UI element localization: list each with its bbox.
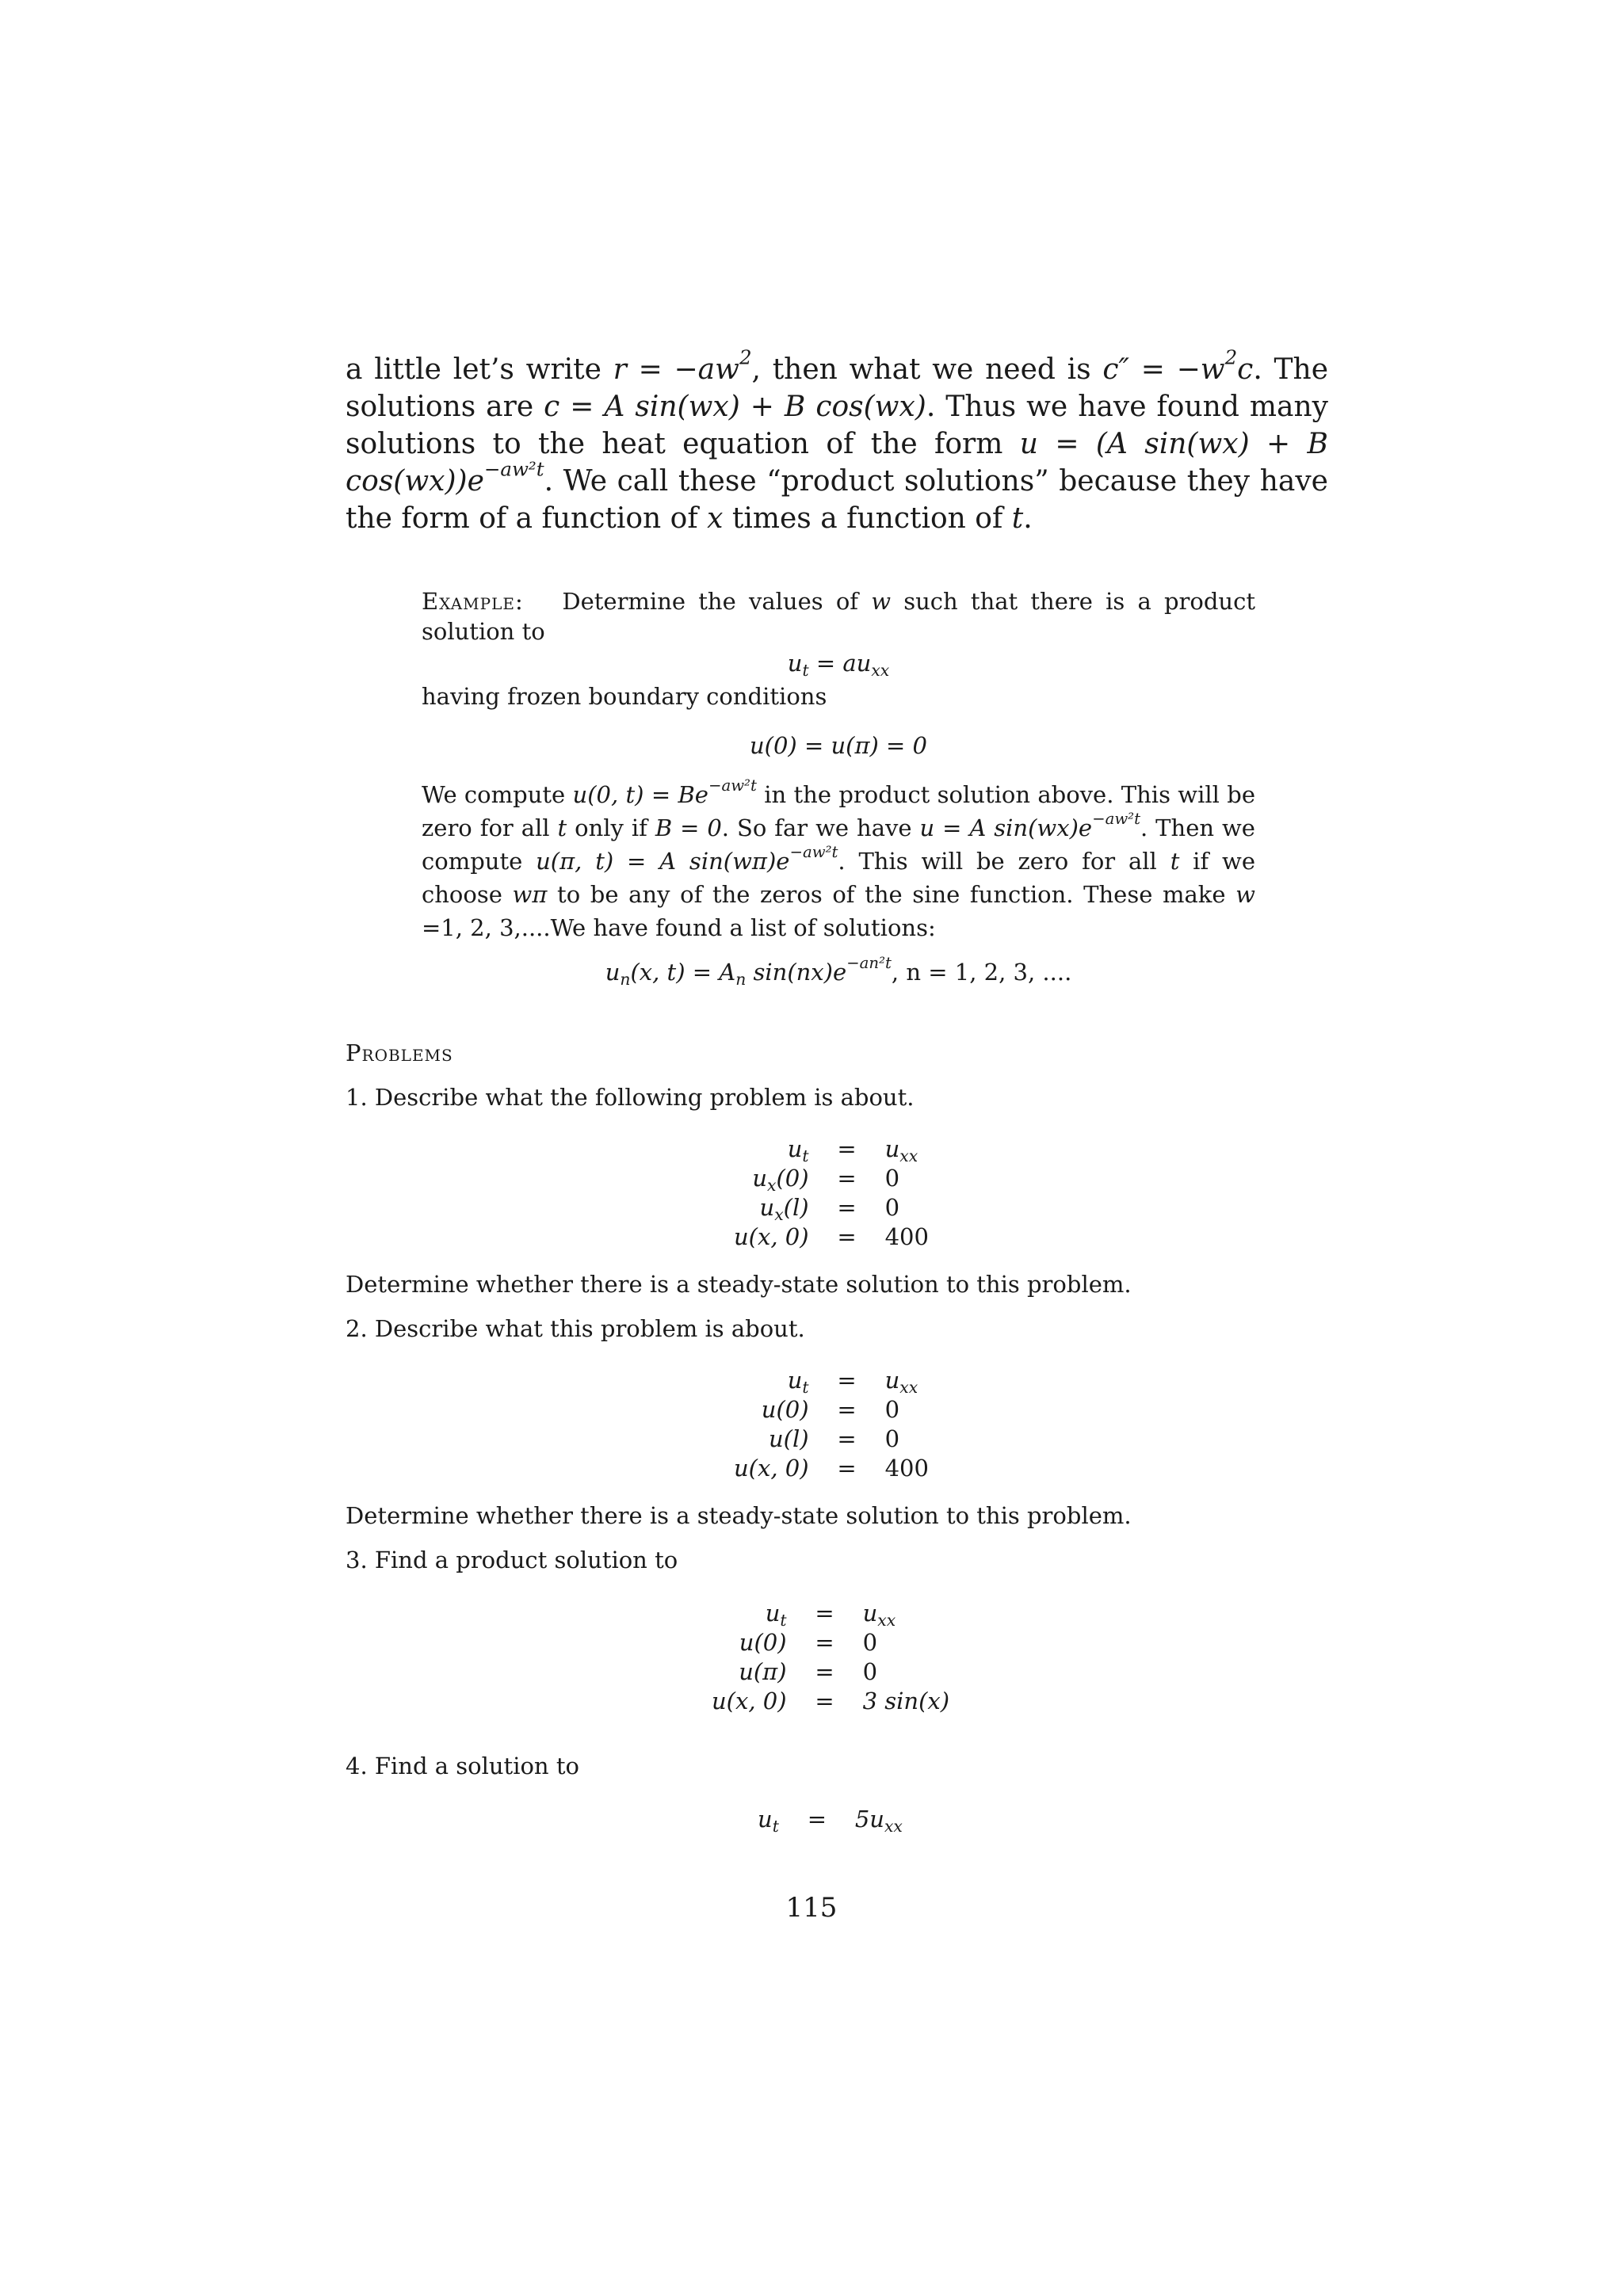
equation-lhs: u(0) — [761, 1396, 809, 1423]
math-c-solution: c = A sin(wx) + B cos(wx) — [544, 391, 926, 423]
problem-3-system — [712, 1599, 949, 1716]
equation-row — [712, 1657, 949, 1687]
equals-sign: = — [837, 1194, 857, 1221]
intro-text: . We call these “product solutions” because they have the form of a function of — [346, 465, 1328, 535]
problem-1-system — [734, 1135, 929, 1252]
equation-rhs: $5u_{xx}$ — [854, 1806, 903, 1836]
example-intro: Example: Determine the values of w such that there is a product solution to — [422, 588, 1255, 645]
equation-lhs: u(x, 0) — [734, 1455, 809, 1482]
equation-rhs: 0 — [884, 1396, 900, 1423]
equation-rhs: 0 — [884, 1425, 900, 1452]
intro-text: . Thus we have found many solutions to the heat equation of the form — [346, 391, 1328, 460]
problem-1-question: Determine whether there is a steady-state solution to this problem. — [346, 1271, 1132, 1298]
equation-rhs: 0 — [884, 1194, 900, 1221]
equals-sign: = — [815, 1600, 834, 1627]
equation-rhs: 0 — [862, 1658, 878, 1685]
equals-sign: = — [837, 1165, 857, 1192]
example-body: We compute u(0, $t) = Be^{-aw^2t}$ in the product solution above. This will be zero for all t only if B = 0. So far we have u = A $\sin(wx)e^{-aw^2t}$. Then we compute u(π, t) = A $\sin(w\pi)e^{-aw^2t}$. This will be zero for all t if we choose wπ to be any of the zeros of the sine function. These make w =1, 2, 3,....We have found a list of solutions: — [422, 776, 1256, 941]
equation-lhs: u(π) — [739, 1658, 787, 1685]
equals-sign: = — [837, 1425, 857, 1452]
intro-text: , then what we need is — [751, 353, 1103, 386]
equation-lhs: $u_x(l)$ — [759, 1194, 809, 1225]
equals-sign: = — [837, 1223, 857, 1250]
math-u-form: u = (A sin(wx) + B $\cos(wx))e^{-aw^2t}$ — [346, 428, 1328, 498]
equation-lhs: $u_t$ — [765, 1600, 787, 1630]
equation-row — [734, 1395, 929, 1425]
equation-row — [712, 1687, 949, 1716]
equals-sign: = — [807, 1806, 827, 1833]
equation-row — [734, 1425, 929, 1454]
equals-sign: = — [837, 1367, 857, 1394]
intro-text: a little let’s write — [346, 353, 613, 386]
solution-list-equation: $u_n(x$, $t) = A_n$ $\sin(nx)e^{-an^2t}$, n = 1, 2, 3, .... — [605, 954, 1072, 990]
intro-text: . The solutions are — [346, 353, 1329, 423]
equation-rhs: 400 — [884, 1223, 929, 1250]
equation-row — [712, 1599, 949, 1628]
problems-section — [346, 1038, 1328, 1834]
page-number: 115 — [785, 1892, 838, 1924]
equals-sign: = — [815, 1629, 834, 1656]
heat-equation: $u_t = au_{xx}$ — [787, 650, 890, 681]
example-block — [422, 586, 1256, 990]
boundary-text: having frozen boundary conditions — [422, 683, 827, 710]
equals-sign: = — [837, 1396, 857, 1423]
problem-2-system — [734, 1366, 929, 1483]
equation-lhs: $u_t$ — [787, 1367, 809, 1398]
equals-sign: = — [837, 1455, 857, 1482]
problem-2-question: Determine whether there is a steady-state solution to this problem. — [346, 1502, 1132, 1529]
math-x: x — [707, 502, 724, 535]
equation-lhs: $u_t$ — [758, 1806, 779, 1836]
example-label: Example: — [422, 588, 524, 615]
equation-row — [734, 1222, 929, 1252]
intro-paragraph — [346, 345, 1329, 537]
equation-lhs: u(0) — [739, 1629, 787, 1656]
equals-sign: = — [815, 1658, 834, 1685]
equation-rhs: 400 — [884, 1455, 929, 1482]
problem-1: 1. Describe what the following problem is about. — [346, 1084, 915, 1111]
equals-sign: = — [837, 1135, 857, 1162]
equation-rhs: $u_{xx}$ — [862, 1600, 896, 1630]
equation-lhs: u(l) — [768, 1425, 809, 1452]
equation-rhs: $u_{xx}$ — [884, 1367, 918, 1398]
intro-text: . — [1023, 502, 1033, 535]
equation-lhs: u(x, 0) — [712, 1688, 787, 1714]
equation-rhs: 0 — [884, 1165, 900, 1192]
equation-row — [734, 1135, 929, 1164]
problem-4: 4. Find a solution to — [346, 1753, 579, 1779]
equation-row — [734, 1164, 929, 1193]
equation-rhs: 0 — [862, 1629, 878, 1656]
equation-row — [734, 1193, 929, 1222]
equation-rhs: $u_{xx}$ — [884, 1135, 918, 1166]
equals-sign: = — [815, 1688, 834, 1714]
equation-rhs: 3 sin(x) — [862, 1688, 950, 1714]
problem-2: 2. Describe what this problem is about. — [346, 1315, 805, 1342]
math-c-double-prime: $c'' = -w^2c$ — [1102, 345, 1254, 386]
equation-lhs: $u_x(0)$ — [752, 1165, 809, 1196]
problems-heading: Problems — [346, 1039, 453, 1066]
math-r: $r = -aw^2$ — [613, 345, 752, 386]
intro-text: times a function of — [723, 502, 1012, 535]
equation-row — [758, 1805, 903, 1834]
equation-lhs: u(x, 0) — [734, 1223, 809, 1250]
boundary-equation: u(0) = u(π) = 0 — [749, 732, 928, 759]
problem-3: 3. Find a product solution to — [346, 1547, 678, 1573]
problem-4-system — [758, 1805, 903, 1834]
equation-lhs: $u_t$ — [787, 1135, 809, 1166]
equation-row — [734, 1454, 929, 1483]
math-t: t — [1011, 502, 1024, 535]
equation-row — [712, 1628, 949, 1657]
equation-row — [734, 1366, 929, 1395]
